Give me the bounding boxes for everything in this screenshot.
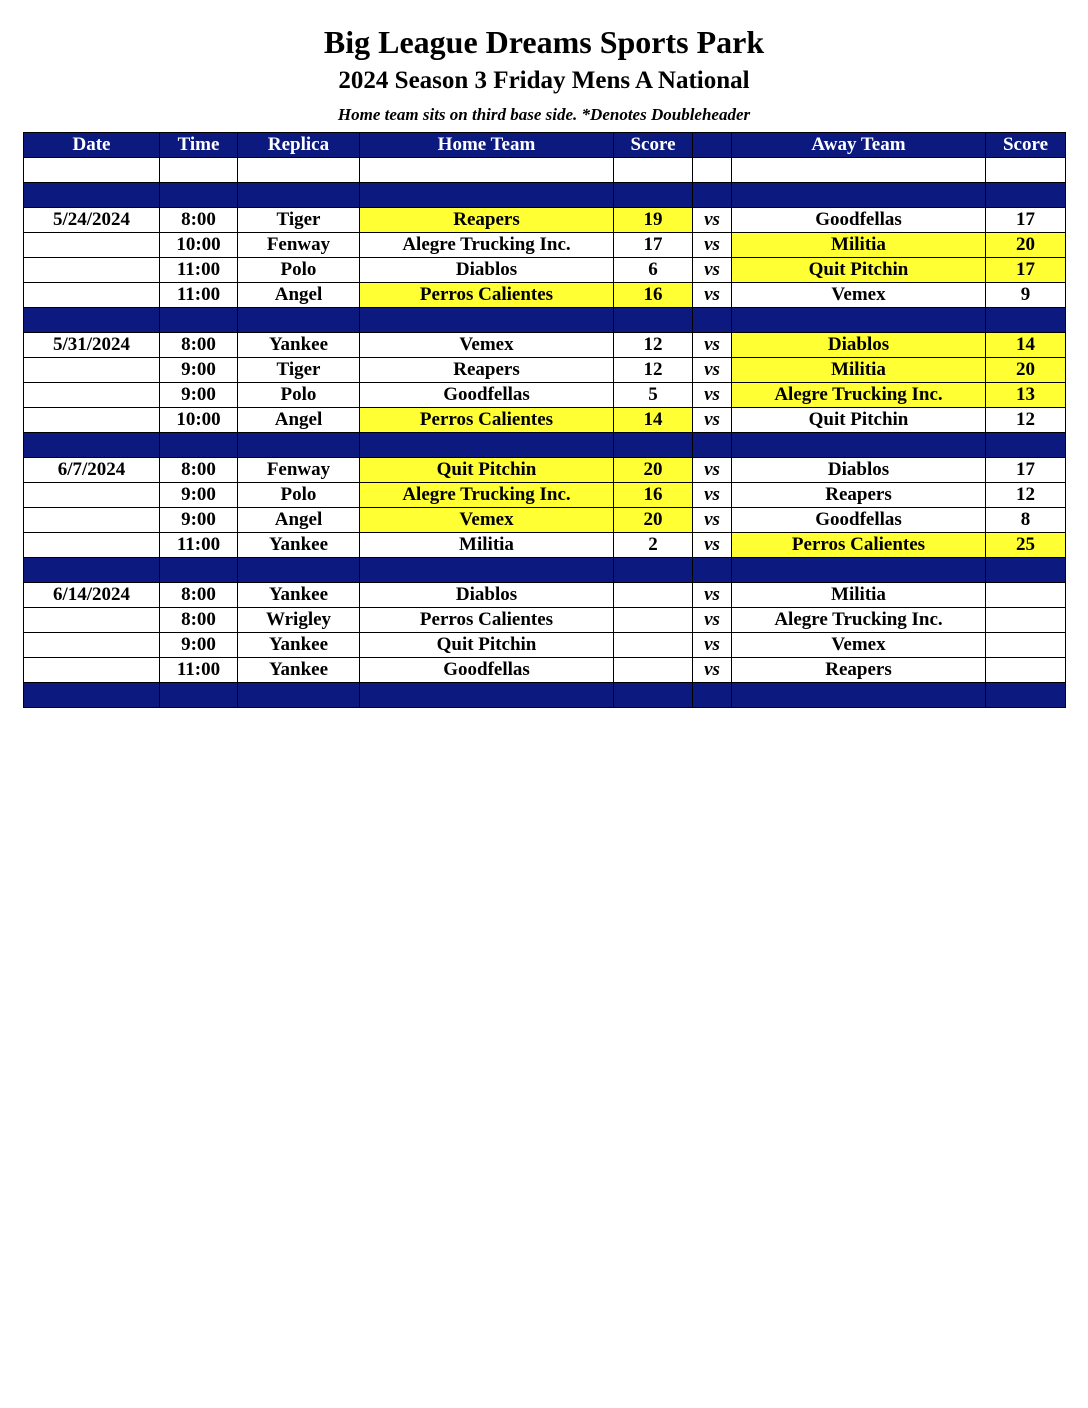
separator-cell: [732, 683, 986, 708]
away-team-cell: Alegre Trucking Inc.: [732, 383, 986, 408]
away-score-cell: [986, 658, 1066, 683]
separator-cell: [693, 433, 732, 458]
away-team-cell: Vemex: [732, 283, 986, 308]
replica-cell: Angel: [238, 408, 360, 433]
replica-cell: Yankee: [238, 583, 360, 608]
date-cell: [24, 508, 160, 533]
vs-cell: vs: [693, 233, 732, 258]
blank-cell: [732, 158, 986, 183]
away-score-cell: [986, 608, 1066, 633]
separator-cell: [238, 683, 360, 708]
blank-cell: [24, 158, 160, 183]
separator-cell: [693, 308, 732, 333]
away-team-cell: Reapers: [732, 483, 986, 508]
away-team-cell: Militia: [732, 583, 986, 608]
game-row: [24, 258, 1066, 283]
vs-cell: vs: [693, 508, 732, 533]
separator-cell: [732, 433, 986, 458]
replica-cell: Yankee: [238, 533, 360, 558]
away-score-cell: 8: [986, 508, 1066, 533]
date-cell: [24, 233, 160, 258]
home-score-cell: 2: [614, 533, 693, 558]
vs-cell: vs: [693, 658, 732, 683]
separator-row: [24, 558, 1066, 583]
replica-cell: Tiger: [238, 358, 360, 383]
time-cell: 8:00: [160, 458, 238, 483]
replica-cell: Angel: [238, 508, 360, 533]
blank-cell: [360, 158, 614, 183]
separator-cell: [160, 433, 238, 458]
blank-cell: [238, 158, 360, 183]
away-score-cell: 13: [986, 383, 1066, 408]
game-row: [24, 608, 1066, 633]
game-row: [24, 233, 1066, 258]
away-score-cell: 25: [986, 533, 1066, 558]
blank-cell: [160, 158, 238, 183]
time-cell: 9:00: [160, 633, 238, 658]
time-cell: 11:00: [160, 258, 238, 283]
home-score-cell: [614, 583, 693, 608]
game-row: [24, 658, 1066, 683]
home-score-cell: 5: [614, 383, 693, 408]
time-cell: 11:00: [160, 533, 238, 558]
vs-cell: vs: [693, 208, 732, 233]
separator-row: [24, 308, 1066, 333]
away-score-cell: 20: [986, 358, 1066, 383]
home-team-cell: Reapers: [360, 358, 614, 383]
home-team-cell: Perros Calientes: [360, 408, 614, 433]
date-cell: [24, 658, 160, 683]
vs-cell: vs: [693, 333, 732, 358]
separator-cell: [986, 683, 1066, 708]
date-cell: [24, 533, 160, 558]
away-team-cell: Militia: [732, 233, 986, 258]
col-header-date: Date: [24, 133, 160, 158]
game-row: [24, 383, 1066, 408]
vs-cell: vs: [693, 383, 732, 408]
date-cell: [24, 283, 160, 308]
game-row: [24, 633, 1066, 658]
date-cell: 6/7/2024: [24, 458, 160, 483]
home-team-cell: Quit Pitchin: [360, 633, 614, 658]
separator-cell: [693, 558, 732, 583]
home-score-cell: 14: [614, 408, 693, 433]
home-score-cell: 6: [614, 258, 693, 283]
time-cell: 9:00: [160, 383, 238, 408]
separator-cell: [238, 433, 360, 458]
home-team-cell: Quit Pitchin: [360, 458, 614, 483]
game-row: [24, 583, 1066, 608]
home-score-cell: 12: [614, 358, 693, 383]
home-score-cell: [614, 658, 693, 683]
separator-cell: [986, 183, 1066, 208]
date-cell: [24, 258, 160, 283]
replica-cell: Fenway: [238, 458, 360, 483]
game-row: [24, 533, 1066, 558]
separator-cell: [614, 183, 693, 208]
col-header-replica: Replica: [238, 133, 360, 158]
separator-cell: [160, 683, 238, 708]
away-team-cell: Quit Pitchin: [732, 258, 986, 283]
blank-cell: [614, 158, 693, 183]
home-team-cell: Goodfellas: [360, 383, 614, 408]
replica-cell: Yankee: [238, 333, 360, 358]
home-team-cell: Perros Calientes: [360, 608, 614, 633]
separator-cell: [693, 183, 732, 208]
separator-row: [24, 433, 1066, 458]
vs-cell: vs: [693, 408, 732, 433]
date-cell: [24, 633, 160, 658]
home-team-cell: Goodfellas: [360, 658, 614, 683]
home-team-cell: Vemex: [360, 333, 614, 358]
blank-row: [24, 158, 1066, 183]
separator-cell: [360, 183, 614, 208]
separator-cell: [732, 183, 986, 208]
home-score-cell: 20: [614, 458, 693, 483]
col-header-away-team: Away Team: [732, 133, 986, 158]
vs-cell: vs: [693, 608, 732, 633]
vs-cell: vs: [693, 483, 732, 508]
separator-cell: [986, 433, 1066, 458]
date-cell: [24, 383, 160, 408]
separator-cell: [614, 433, 693, 458]
home-team-cell: Vemex: [360, 508, 614, 533]
separator-cell: [360, 433, 614, 458]
time-cell: 9:00: [160, 508, 238, 533]
home-score-cell: 16: [614, 283, 693, 308]
replica-cell: Yankee: [238, 658, 360, 683]
home-score-cell: 20: [614, 508, 693, 533]
vs-cell: vs: [693, 533, 732, 558]
separator-cell: [24, 433, 160, 458]
away-team-cell: Reapers: [732, 658, 986, 683]
time-cell: 8:00: [160, 333, 238, 358]
away-score-cell: 12: [986, 408, 1066, 433]
separator-cell: [160, 183, 238, 208]
game-row: [24, 458, 1066, 483]
blank-cell: [986, 158, 1066, 183]
separator-cell: [614, 308, 693, 333]
replica-cell: Polo: [238, 258, 360, 283]
date-cell: [24, 483, 160, 508]
away-score-cell: 14: [986, 333, 1066, 358]
separator-cell: [238, 183, 360, 208]
away-score-cell: 17: [986, 208, 1066, 233]
away-team-cell: Militia: [732, 358, 986, 383]
home-team-cell: Perros Calientes: [360, 283, 614, 308]
replica-cell: Polo: [238, 483, 360, 508]
separator-cell: [986, 308, 1066, 333]
vs-cell: vs: [693, 358, 732, 383]
separator-cell: [614, 683, 693, 708]
home-team-cell: Alegre Trucking Inc.: [360, 483, 614, 508]
time-cell: 11:00: [160, 658, 238, 683]
away-team-cell: Perros Calientes: [732, 533, 986, 558]
time-cell: 8:00: [160, 583, 238, 608]
away-score-cell: [986, 633, 1066, 658]
game-row: [24, 358, 1066, 383]
replica-cell: Angel: [238, 283, 360, 308]
away-score-cell: 20: [986, 233, 1066, 258]
vs-cell: vs: [693, 633, 732, 658]
date-cell: 5/31/2024: [24, 333, 160, 358]
time-cell: 11:00: [160, 283, 238, 308]
time-cell: 10:00: [160, 233, 238, 258]
away-team-cell: Goodfellas: [732, 508, 986, 533]
separator-cell: [24, 558, 160, 583]
vs-cell: vs: [693, 583, 732, 608]
date-cell: 5/24/2024: [24, 208, 160, 233]
schedule-table: [23, 132, 1066, 708]
page-subtitle: 2024 Season 3 Friday Mens A National: [338, 67, 750, 94]
away-team-cell: Vemex: [732, 633, 986, 658]
separator-cell: [732, 558, 986, 583]
separator-cell: [693, 683, 732, 708]
vs-cell: vs: [693, 258, 732, 283]
away-score-cell: 12: [986, 483, 1066, 508]
separator-cell: [732, 308, 986, 333]
home-team-cell: Alegre Trucking Inc.: [360, 233, 614, 258]
replica-cell: Yankee: [238, 633, 360, 658]
separator-cell: [986, 558, 1066, 583]
home-score-cell: 12: [614, 333, 693, 358]
date-cell: [24, 358, 160, 383]
col-header-vs: [693, 133, 732, 158]
away-team-cell: Alegre Trucking Inc.: [732, 608, 986, 633]
away-score-cell: 17: [986, 258, 1066, 283]
col-header-away-score: Score: [986, 133, 1066, 158]
separator-row: [24, 183, 1066, 208]
away-score-cell: 17: [986, 458, 1066, 483]
table-header-row: [24, 133, 1066, 158]
separator-cell: [360, 558, 614, 583]
game-row: [24, 508, 1066, 533]
game-row: [24, 483, 1066, 508]
game-row: [24, 408, 1066, 433]
date-cell: [24, 408, 160, 433]
time-cell: 8:00: [160, 608, 238, 633]
separator-cell: [238, 308, 360, 333]
separator-cell: [614, 558, 693, 583]
replica-cell: Wrigley: [238, 608, 360, 633]
time-cell: 9:00: [160, 358, 238, 383]
separator-row: [24, 683, 1066, 708]
blank-cell: [693, 158, 732, 183]
vs-cell: vs: [693, 283, 732, 308]
away-team-cell: Goodfellas: [732, 208, 986, 233]
home-score-cell: 19: [614, 208, 693, 233]
home-team-cell: Reapers: [360, 208, 614, 233]
date-cell: 6/14/2024: [24, 583, 160, 608]
game-row: [24, 283, 1066, 308]
game-row: [24, 208, 1066, 233]
replica-cell: Fenway: [238, 233, 360, 258]
home-score-cell: 17: [614, 233, 693, 258]
separator-cell: [160, 308, 238, 333]
separator-cell: [160, 558, 238, 583]
schedule-body: [24, 158, 1066, 708]
time-cell: 9:00: [160, 483, 238, 508]
home-score-cell: [614, 608, 693, 633]
home-score-cell: 16: [614, 483, 693, 508]
replica-cell: Tiger: [238, 208, 360, 233]
away-team-cell: Diablos: [732, 458, 986, 483]
separator-cell: [238, 558, 360, 583]
home-team-cell: Diablos: [360, 583, 614, 608]
away-team-cell: Diablos: [732, 333, 986, 358]
game-row: [24, 333, 1066, 358]
separator-cell: [360, 308, 614, 333]
home-team-cell: Militia: [360, 533, 614, 558]
away-score-cell: [986, 583, 1066, 608]
home-score-cell: [614, 633, 693, 658]
separator-cell: [24, 183, 160, 208]
page-note: Home team sits on third base side. *Denotes Doubleheader: [337, 105, 751, 124]
separator-cell: [24, 308, 160, 333]
col-header-time: Time: [160, 133, 238, 158]
col-header-home-team: Home Team: [360, 133, 614, 158]
time-cell: 10:00: [160, 408, 238, 433]
away-score-cell: 9: [986, 283, 1066, 308]
replica-cell: Polo: [238, 383, 360, 408]
separator-cell: [360, 683, 614, 708]
vs-cell: vs: [693, 458, 732, 483]
away-team-cell: Quit Pitchin: [732, 408, 986, 433]
separator-cell: [24, 683, 160, 708]
col-header-home-score: Score: [614, 133, 693, 158]
page-title: Big League Dreams Sports Park: [323, 24, 765, 60]
home-team-cell: Diablos: [360, 258, 614, 283]
time-cell: 8:00: [160, 208, 238, 233]
date-cell: [24, 608, 160, 633]
